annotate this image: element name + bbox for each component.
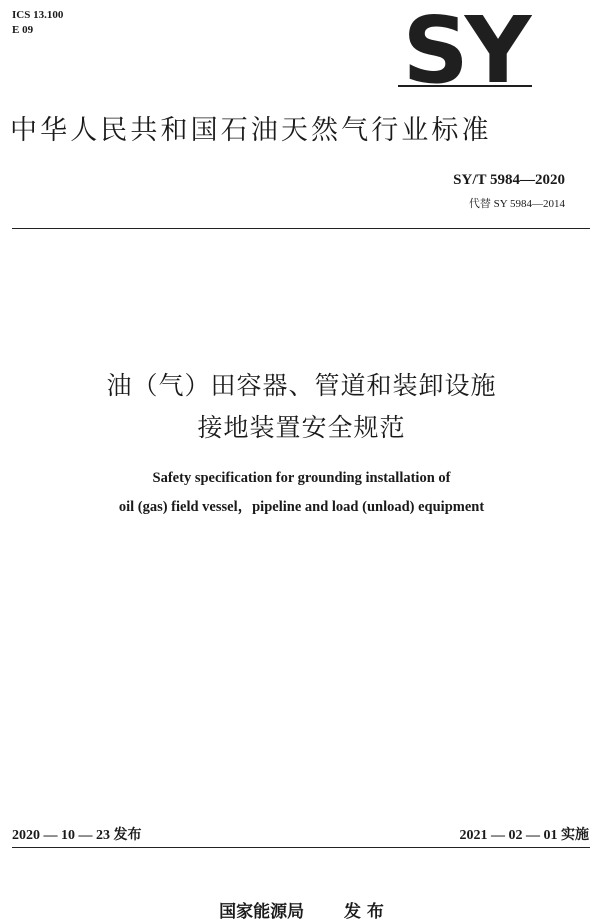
classification-code: E 09 [12,24,34,36]
publisher-name: 国家能源局 [219,902,305,922]
publisher-action: 发 布 [343,902,384,922]
issue-date: 2020 — 10 — 23 发布 [12,828,142,843]
publisher-line [0,897,603,922]
top-divider [12,228,590,229]
replaces-note: 代替 SY 5984—2014 [468,198,565,210]
title-cn-line2: 接地装置安全规范 [197,413,406,442]
standard-code: SY/T 5984—2020 [453,172,565,188]
logo-text: SY [402,10,528,88]
standard-type: 中华人民共和国石油天然气行业标准 [10,115,492,146]
implement-date: 2021 — 02 — 01 实施 [459,828,589,843]
ics-number: ICS 13.100 [12,9,64,21]
title-en-line2: oil (gas) field vessel，pipeline and load (unload) equipment [118,499,485,515]
title-cn-line1: 油（气）田容器、管道和装卸设施 [106,371,497,400]
bottom-divider [12,847,590,848]
title-en-line1: Safety specification for grounding installation of [152,470,451,486]
ics-block [12,8,63,38]
sy-logo [398,10,532,88]
